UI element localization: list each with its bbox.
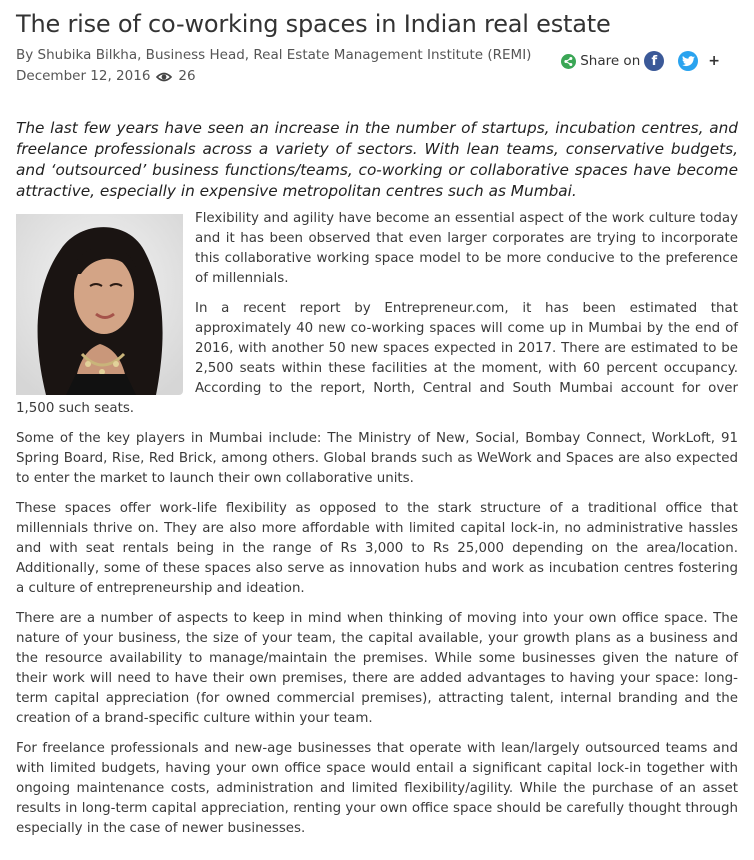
article-lead: The last few years have seen an increase in the number of startups, incubation centres, and freelance professionals across a variety of sectors. With lean teams, conservative budgets, and ‘outsourced’ business functions/teams, co-working or collaborative spaces have become attractive, especially in expensive metropolitan centres such as Mumbai. <box>16 119 738 200</box>
paragraph: In a recent report by Entrepreneur.com, it has been estimated that approximately 40 new co-working spaces will come up in Mumbai by the end of 2016, with another 50 new spaces expected in 2017. There are estimated to be 2,500 seats within these facilities at the moment, with 60 percent occupancy. According to the report, North, Central and South Mumbai account for over 1,500 such seats. <box>16 301 738 416</box>
view-count: 26 <box>178 68 196 84</box>
article-body <box>16 209 738 839</box>
paragraph: These spaces offer work-life flexibility as opposed to the stark structure of a traditional office that millennials thrive on. They are also more affordable with limited capital lock-in, no administrative hassles and with seat rentals being in the range of Rs 3,000 to Rs 25,000 depending on the area/location. Additionally, some of these spaces also serve as innovation hubs and work as incubation centres fostering a culture of entrepreneurship and ideation. <box>16 501 738 596</box>
share-icon <box>561 54 576 69</box>
twitter-icon[interactable] <box>678 51 698 71</box>
article-meta <box>16 45 738 89</box>
facebook-icon[interactable]: f <box>644 51 664 71</box>
byline: By Shubika Bilkha, Business Head, Real Estate Management Institute (REMI) <box>16 47 532 63</box>
publish-date: December 12, 2016 <box>16 68 151 84</box>
article-title: The rise of co-working spaces in Indian real estate <box>16 10 611 38</box>
eye-icon <box>156 71 172 83</box>
paragraph: Flexibility and agility have become an essential aspect of the work culture today and it has been observed that even larger corporates are trying to incorporate this collaborative working space model to be more conducive to the preference of millennials. <box>195 211 738 286</box>
paragraph: For freelance professionals and new-age businesses that operate with lean/largely outsourced teams and with limited budgets, having your own office space would entail a significant capital lock-in together with ongoing maintenance costs, administration and limited flexibility/agility. While the purchase of an asset results in long-term capital appreciation, renting your own office space should be carefully thought through especially in the case of newer businesses. <box>16 741 738 836</box>
author-photo <box>16 214 183 395</box>
paragraph: There are a number of aspects to keep in mind when thinking of moving into your own office space. The nature of your business, the size of your team, the capital available, your growth plans as a business and the resource availability to manage/maintain the premises. While some businesses given the nature of their work will need to have their own premises, there are added advantages to having your space: long-term capital appreciation (for owned commercial premises), attracting talent, internal branding and the creation of a brand-specific culture within your team. <box>16 611 738 726</box>
share-label: Share on <box>580 53 641 69</box>
share-bar <box>561 51 720 71</box>
paragraph: Some of the key players in Mumbai include: The Ministry of New, Social, Bombay Connect, WorkLoft, 91 Spring Board, Rise, Red Brick, among others. Global brands such as WeWork and Spaces are also expected to enter the market to launch their own collaborative units. <box>16 431 738 486</box>
share-more-button[interactable]: + <box>708 53 720 69</box>
